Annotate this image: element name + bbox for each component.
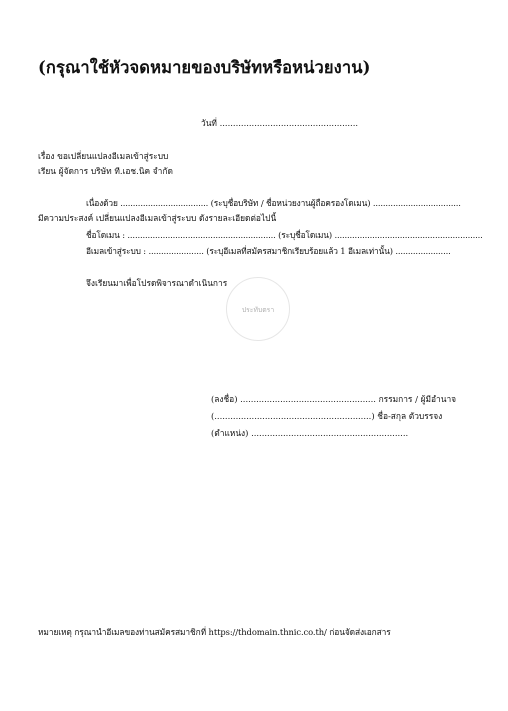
body-paragraph-line-2: มีความประสงค์ เปลี่ยนแปลงอีเมลเข้าสู่ระบบ ดังรายละเอียดต่อไปนี้ xyxy=(38,213,277,223)
body-paragraph-line-1: เนื่องด้วย ................................... (ระบุชื่อบริษัท / ชื่อหน่วยงานผู้ถือครองโดเมน) ................................... xyxy=(86,198,461,208)
recipient-line: เรียน ผู้จัดการ บริษัท ที.เอช.นิค จำกัด xyxy=(38,166,173,176)
date-line: วันที่ .................................................... xyxy=(201,118,359,128)
position-line: (ตำแหน่ง) ........................................................... xyxy=(211,428,409,438)
letterhead-instruction: (กรุณาใช้หัวจดหมายของบริษัทหรือหน่วยงาน) xyxy=(38,58,371,77)
printed-name-line: (...........................................................) ชื่อ-สกุล ตัวบรรจง xyxy=(211,411,443,421)
subject-line: เรื่อง ขอเปลี่ยนแปลงอีเมลเข้าสู่ระบบ xyxy=(38,151,169,161)
seal-label: ประทับตรา xyxy=(241,306,275,314)
company-seal-placeholder xyxy=(226,277,290,341)
login-email-line: อีเมลเข้าสู่ระบบ : ...................... (ระบุอีเมลที่สมัครสมาชิกเรียบร้อยแล้ว 1 อีเมลเท่านั้น) ...................... xyxy=(86,246,451,256)
signature-line: (ลงชื่อ) ................................................... กรรมการ / ผู้มีอำนาจ xyxy=(211,394,457,404)
footnote: หมายเหตุ กรุณานำอีเมลของท่านสมัครสมาชิกที่ https://thdomain.thnic.co.th/ ก่อนจัดส่งเอกสาร xyxy=(38,627,391,637)
closing-sentence: จึงเรียนมาเพื่อโปรดพิจารณาดำเนินการ xyxy=(86,278,228,288)
domain-name-line: ชื่อโดเมน : ........................................................... (ระบุชื่อโดเมน) ........................................................... xyxy=(86,230,483,240)
